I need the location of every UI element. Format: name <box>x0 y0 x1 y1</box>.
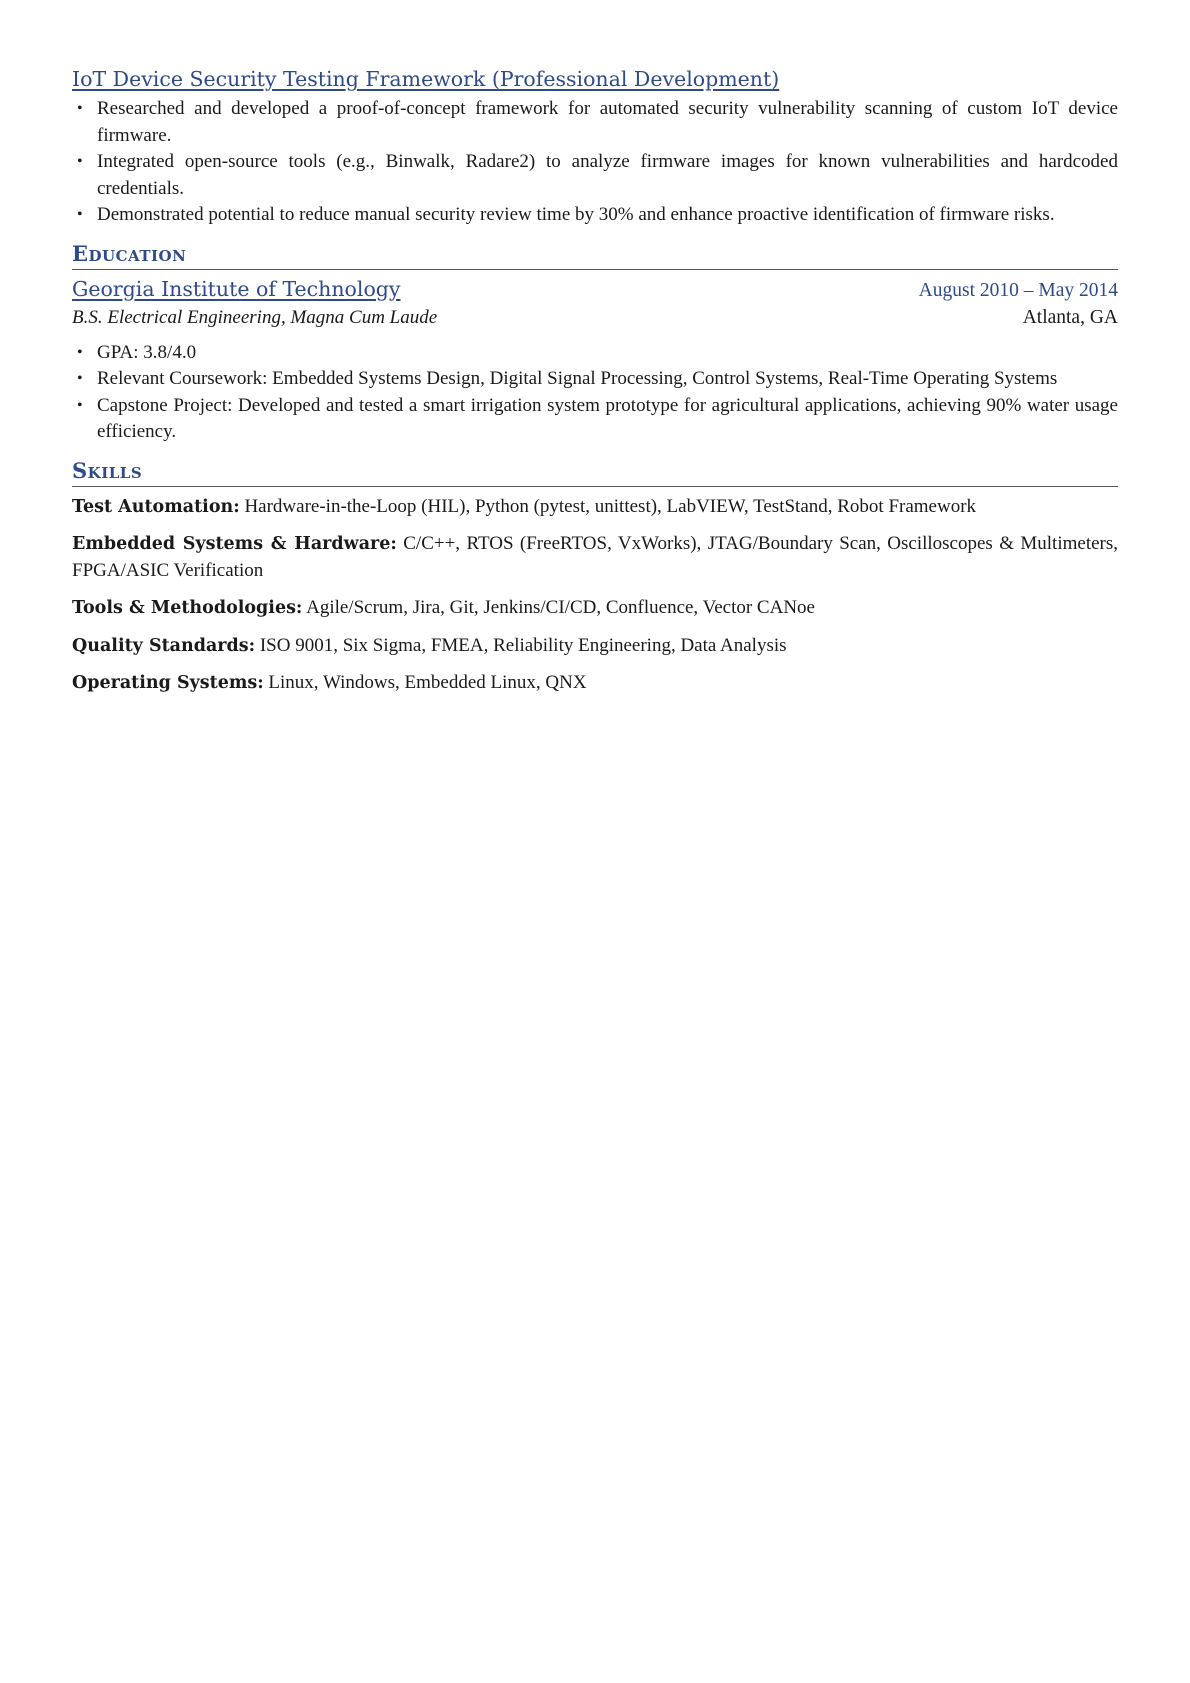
skill-value: Linux, Windows, Embedded Linux, QNX <box>268 672 587 693</box>
education-bullet-list <box>72 340 1118 446</box>
skills-list <box>72 494 1118 697</box>
bullet-icon: • <box>77 370 83 387</box>
skill-value: Agile/Scrum, Jira, Git, Jenkins/CI/CD, Confluence, Vector CANoe <box>306 597 815 618</box>
skill-value: C/C++, RTOS (FreeRTOS, VxWorks), JTAG/Boundary Scan, Oscilloscopes & Multimeters, FPGA/ASIC Verification <box>72 533 1118 581</box>
skill-label: Operating Systems: <box>72 673 264 693</box>
education-location: Atlanta, GA <box>1022 306 1118 328</box>
project-bullet-list <box>72 96 1118 229</box>
education-heading: Education <box>72 239 1118 270</box>
education-header-row <box>72 274 1118 304</box>
education-section <box>72 239 1118 446</box>
skill-value: ISO 9001, Six Sigma, FMEA, Reliability Engineering, Data Analysis <box>259 634 787 656</box>
school-name-link[interactable]: Georgia Institute of Technology <box>72 276 401 301</box>
skill-label: Tools & Methodologies: <box>72 598 303 618</box>
education-subheader-row <box>72 304 1118 332</box>
skill-line-tools <box>72 595 1118 622</box>
bullet-icon: • <box>77 153 83 170</box>
skill-line-embedded-systems <box>72 531 1118 584</box>
skills-heading: Skills <box>72 456 1118 487</box>
education-dates: August 2010 – May 2014 <box>918 279 1118 301</box>
skill-line-test-automation <box>72 494 1118 521</box>
skill-label: Quality Standards: <box>72 635 256 656</box>
skills-section <box>72 456 1118 697</box>
skill-line-quality <box>72 633 1118 660</box>
skill-label: Embedded Systems & Hardware: <box>72 534 397 554</box>
bullet-icon: • <box>77 396 83 414</box>
project-bullet: • Integrated open-source tools (e.g., Binwalk, Radare2) to analyze firmware images for known vulnerabilities and hardcoded credentials. <box>77 151 1118 199</box>
skill-value: Hardware-in-the-Loop (HIL), Python (pytest, unittest), LabVIEW, TestStand, Robot Framework <box>244 495 977 517</box>
project-entry <box>72 62 1118 229</box>
bullet-icon: • <box>77 206 83 223</box>
bullet-icon: • <box>77 343 83 361</box>
degree-text: B.S. Electrical Engineering, Magna Cum Laude <box>72 306 438 328</box>
project-bullet: • Demonstrated potential to reduce manual security review time by 30% and enhance proactive identification of firmware risks. <box>72 202 1118 229</box>
education-bullet: • Capstone Project: Developed and tested a smart irrigation system prototype for agricultural applications, achieving 90% water usage efficiency. <box>77 394 1118 442</box>
education-bullet: • Relevant Coursework: Embedded Systems Design, Digital Signal Processing, Control Systems, Real-Time Operating Systems <box>72 366 1118 393</box>
bullet-icon: • <box>77 100 83 117</box>
project-bullet: • Researched and developed a proof-of-concept framework for automated security vulnerability scanning of custom IoT device firmware. <box>77 98 1118 146</box>
education-bullet: • GPA: 3.8/4.0 <box>72 340 1118 367</box>
skill-line-operating-systems <box>72 670 1118 697</box>
project-title-link[interactable]: IoT Device Security Testing Framework (Professional Development) <box>72 67 780 91</box>
skill-label: Test Automation: <box>72 496 240 517</box>
